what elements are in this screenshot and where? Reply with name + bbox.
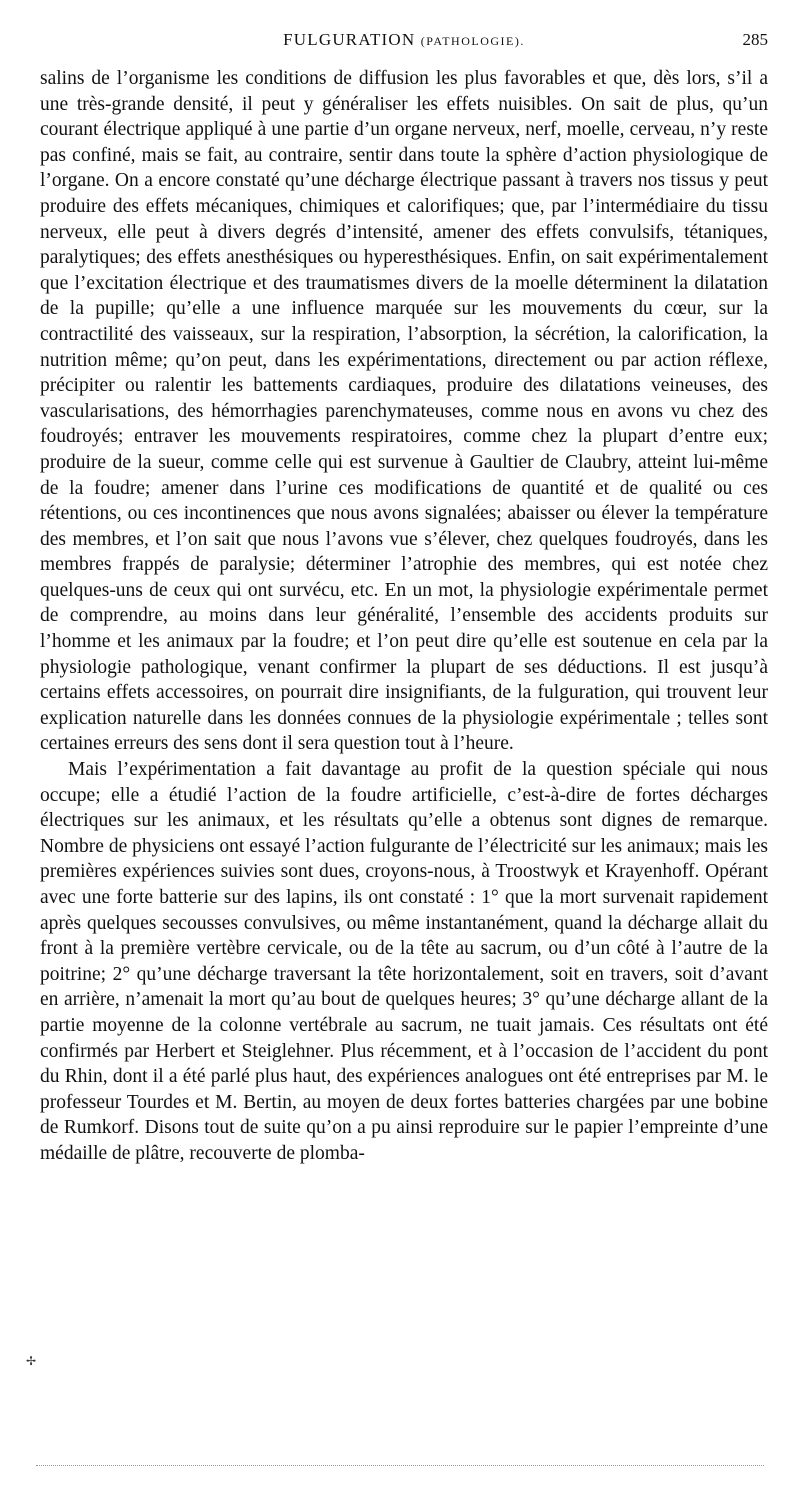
running-title-main: FULGURATION (283, 30, 416, 49)
paragraph-1: salins de l’organisme les conditions de diffusion les plus favorables et que, dès lors, s’il a une très-grande densité, il peut y généraliser les effets nuisibles. On sait de plus, qu’un courant électrique appliqué à une partie d’un organe nerveux, nerf, moelle, cerveau, n’y reste pas confiné, mais se fait, au contraire, sentir dans toute la sphère d’action physiologique de l’organe. On a encore constaté qu’une décharge électrique passant à travers nos tissus y peut produire des effets mécaniques, chimiques et calorifiques; que, par l’intermédiaire du tissu nerveux, elle peut à divers degrés d’intensité, amener des effets convulsifs, tétaniques, paralytiques; des effets anesthésiques ou hyperesthésiques. Enfin, on sait expérimentalement que l’excitation électrique et des traumatismes divers de la moelle déterminent la dilatation de la pupille; qu’elle a une influence marquée sur les mouvements du cœur, sur la contractilité des vaisseaux, sur la respiration, l’absorption, la sécrétion, la calorification, la nutrition même; qu’on peut, dans les expérimentations, directement ou par action réflexe, précipiter ou ralentir les battements cardiaques, produire des dilatations veineuses, des vascularisations, des hémorrhagies parenchymateuses, comme nous en avons vu chez des foudroyés; entraver les mouvements respiratoires, comme chez la plupart d’entre eux; produire de la sueur, comme celle qui est survenue à Gaultier de Claubry, atteint lui-même de la foudre; amener dans l’urine ces modifications de quantité et de qualité ou ces rétentions, ou ces incontinences que nous avons signalées; abaisser ou élever la température des membres, et l’on sait que nous l’avons vue s’élever, chez quelques foudroyés, dans les membres frappés de paralysie; déterminer l’atrophie des membres, qui est notée chez quelques-uns de ceux qui ont survécu, etc. En un mot, la physiologie expérimentale permet de comprendre, au moins dans leur généralité, l’ensemble des accidents produits sur l’homme et les animaux par la foudre; et l’on peut dire qu’elle est soutenue en cela par la physiologie pathologique, venant confirmer la plupart de ses déductions. Il est jusqu’à certains effets accessoires, on pourrait dire insignifiants, de la fulguration, qui trouvent leur explication naturelle dans les données connues de la physiologie expérimentale ; telles sont certaines erreurs des sens dont il sera question tout à l’heure. (40, 68, 768, 755)
running-head (40, 30, 768, 56)
running-title-subtitle: (PATHOLOGIE). (420, 34, 525, 48)
running-title (40, 30, 768, 50)
printer-mark-icon: ✢ (26, 1354, 37, 1368)
body-text (40, 66, 768, 1167)
page-bottom-rule (36, 1465, 764, 1466)
paragraph-2: Mais l’expérimentation a fait davantage au profit de la question spéciale qui nous occupe; elle a étudié l’action de la foudre artificielle, c’est-à-dire de fortes décharges électriques sur les animaux, et les résultats qu’elle a obtenus sont dignes de remarque. Nombre de physiciens ont essayé l’action fulgurante de l’électricité sur les animaux; mais les premières expériences suivies sont dues, croyons-nous, à Troostwyk et Krayenhoff. Opérant avec une forte batterie sur des lapins, ils ont constaté : 1° que la mort survenait rapidement après quelques secousses convulsives, ou même instantanément, quand la décharge allait du front à la première vertèbre cervicale, ou de la tête au sacrum, ou d’un côté à l’autre de la poitrine; 2° qu’une décharge traversant la tête horizontalement, soit en travers, soit d’avant en arrière, n’amenait la mort qu’au bout de quelques heures; 3° qu’une décharge allant de la partie moyenne de la colonne vertébrale au sacrum, ne tuait jamais. Ces résultats ont été confirmés par Herbert et Steiglehner. Plus récemment, et à l’occasion de l’accident du pont du Rhin, dont il a été parlé plus haut, des expériences analogues ont été entreprises par M. le professeur Tourdes et M. Bertin, au moyen de deux fortes batteries chargées par une bobine de Rumkorf. Disons tout de suite qu’on a pu ainsi reproduire sur le papier l’empreinte d’une médaille de plâtre, recouverte de plomba- (40, 759, 768, 1164)
page-number: 285 (742, 30, 768, 49)
